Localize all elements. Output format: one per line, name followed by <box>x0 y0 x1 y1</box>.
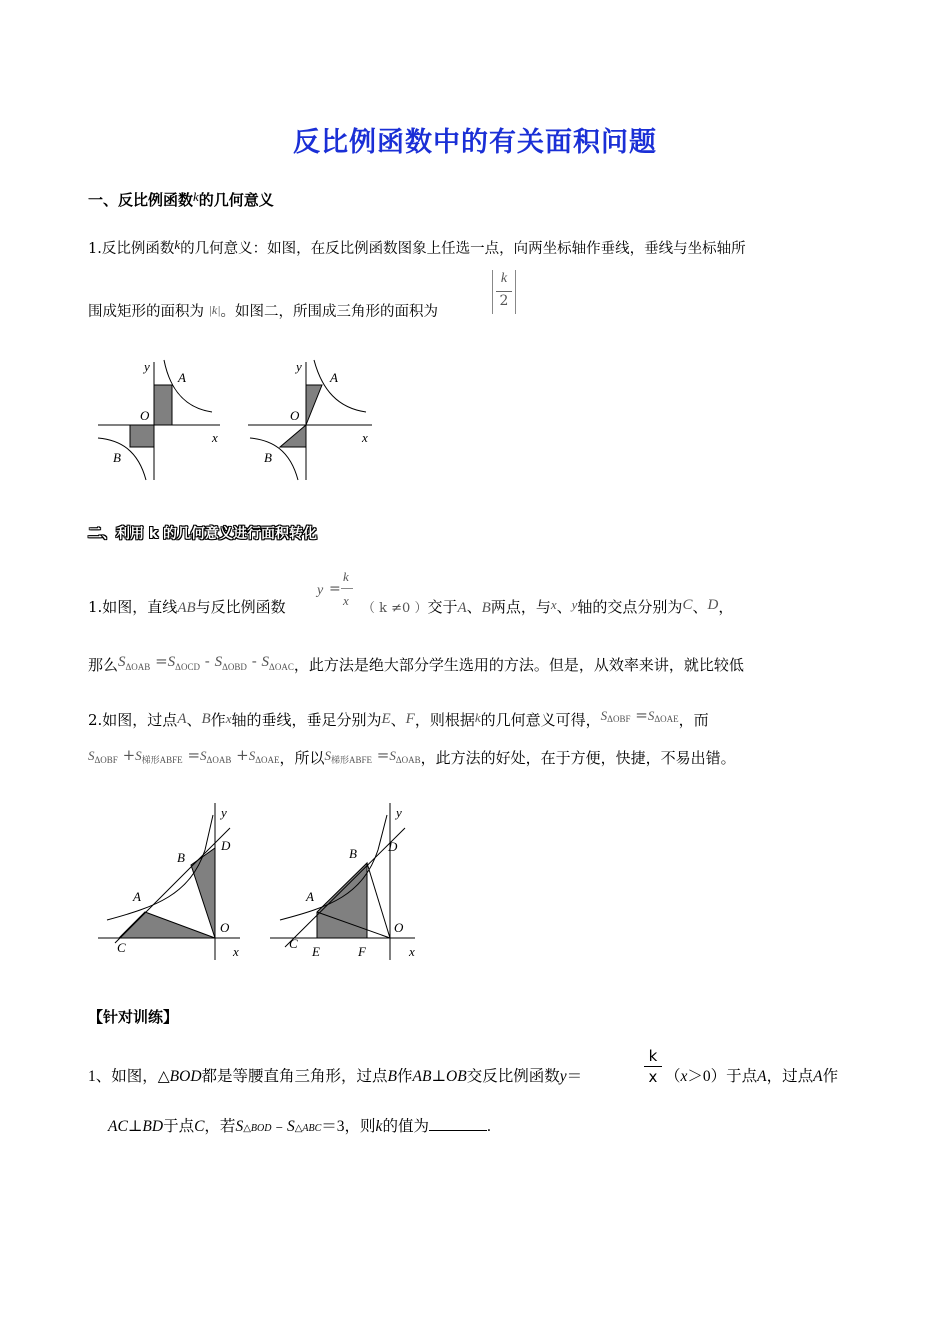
text: ，而 <box>678 711 709 729</box>
eq: = <box>187 746 201 764</box>
section2-p1-line2 <box>88 652 744 675</box>
section2-p2-line1 <box>88 706 709 730</box>
section1-p1-k: k <box>174 237 181 252</box>
hyperbola <box>107 815 213 920</box>
text: 交反比例函数 <box>466 1068 560 1085</box>
sub-OAE: ΔOAE <box>255 755 280 765</box>
sub-OBD: ΔOBD <box>222 662 247 672</box>
S: S <box>167 654 176 670</box>
label-F: F <box>358 944 366 959</box>
frac-bar <box>341 588 353 589</box>
page-title: 反比例函数中的有关面积问题 <box>293 127 657 158</box>
answer-blank[interactable] <box>429 1116 487 1131</box>
S: S <box>118 654 126 670</box>
section1-p1-line2 <box>88 300 438 321</box>
label-y: y <box>221 805 227 820</box>
label-x: x <box>362 430 368 445</box>
B: B <box>201 711 211 727</box>
S: S <box>261 654 270 670</box>
figure-2-left <box>98 803 240 960</box>
frac-bar <box>496 291 512 292</box>
label-O: O <box>220 920 230 935</box>
sub-OAE: ΔOAE <box>654 714 679 724</box>
sub-OAB: ΔOAB <box>206 755 232 765</box>
sub-OBF: ΔOBF <box>94 755 118 765</box>
text: 两点，与 <box>490 598 551 616</box>
text: ， <box>718 598 734 616</box>
section1-p1-text-d: 。如图二，所围成三角形的面积为 <box>220 304 439 320</box>
S: S <box>135 748 142 763</box>
S: S <box>324 748 331 763</box>
text: ＞0）于点 <box>687 1068 758 1085</box>
eq: = <box>155 652 168 670</box>
shaded-tri-b <box>280 425 306 447</box>
figure-1 <box>90 350 390 490</box>
y: y <box>559 1068 567 1085</box>
condition: （ k ≠0 ） <box>362 601 428 616</box>
section1-p1-absk: |k| <box>208 303 221 317</box>
S: S <box>248 748 256 763</box>
practice-q1-line2 <box>108 1114 491 1136</box>
section1-heading-post: 的几何意义 <box>198 191 274 209</box>
E: E <box>381 711 391 727</box>
minus: - <box>204 652 210 670</box>
line-ob <box>367 863 390 938</box>
practice-q1-line1b <box>665 1064 838 1086</box>
eq: = <box>376 746 390 764</box>
text: 交于 <box>427 598 458 616</box>
A: A <box>813 1068 823 1085</box>
label-y: y <box>296 359 302 374</box>
text: ，若 <box>204 1118 236 1135</box>
sub-trapezoid: 梯形ABFE <box>331 755 373 765</box>
text: 1、如图，△ <box>88 1068 170 1085</box>
S: S <box>88 748 95 763</box>
sep: 、 <box>390 711 406 729</box>
frac-den: 2 <box>499 293 509 309</box>
shaded-tri-obd <box>191 848 215 938</box>
label-O: O <box>394 920 404 935</box>
text: 作 <box>397 1068 413 1085</box>
sub-OCD: ΔOCD <box>175 662 200 672</box>
text: ，此方法的好处，在于方便，快捷，不易出错。 <box>420 749 736 767</box>
minus: - <box>251 652 257 670</box>
text: 轴的垂线，垂足分别为 <box>231 711 382 729</box>
frac-num: k <box>500 271 508 286</box>
practice-heading: 【针对训练】 <box>88 1008 179 1026</box>
sub-ABC: △ABC <box>294 1123 322 1134</box>
S: S <box>647 708 655 723</box>
k: k <box>375 1118 383 1135</box>
x: x <box>343 593 349 608</box>
C: C <box>682 597 693 613</box>
text: 的几何意义可得， <box>480 711 601 729</box>
text: . <box>486 1118 491 1135</box>
label-C: C <box>117 940 126 955</box>
k: k <box>343 569 349 584</box>
text: ，此方法是绝大部分学生选用的方法。但是，从效率来讲，就比较低 <box>293 656 744 674</box>
B: B <box>387 1068 398 1085</box>
S: S <box>600 708 608 723</box>
F: F <box>405 711 415 727</box>
sep: 、 <box>556 598 572 616</box>
AB: AB <box>412 1068 432 1085</box>
figure-2-right <box>270 803 415 960</box>
label-D: D <box>221 838 231 853</box>
section1-p1-line1 <box>88 237 746 258</box>
practice-q1-line1 <box>88 1064 582 1086</box>
section2-p1-line1 <box>88 596 286 617</box>
section2-p1-line1b <box>362 596 733 617</box>
text: 2.如图，过点 <box>88 711 178 729</box>
figure-1-left <box>98 359 220 480</box>
section1-heading-pre: 一、反比例函数 <box>88 191 194 209</box>
section1-p1-text-b: 的几何意义：如图，在反比例函数图象上任选一点，向两坐标轴作垂线，垂线与坐标轴所 <box>180 241 746 257</box>
label-C: C <box>289 936 298 951</box>
label-D: D <box>388 839 398 854</box>
text: 与反比例函数 <box>195 598 286 616</box>
frac-bar <box>644 1066 662 1067</box>
label-x: x <box>409 944 415 959</box>
text: 1.如图，直线 <box>88 598 178 616</box>
label-E: E <box>312 944 320 959</box>
sub-OAC: ΔOAC <box>269 662 294 672</box>
text: 的值为 <box>382 1118 429 1135</box>
shaded-tri-a <box>306 385 322 425</box>
practice-frac <box>644 1047 662 1086</box>
frac-den: x <box>648 1068 658 1086</box>
y: y <box>317 583 324 598</box>
text: 都是等腰直角三角形，过点 <box>201 1068 388 1085</box>
text: ＝3，则 <box>321 1118 376 1135</box>
text: 作 <box>822 1068 839 1085</box>
sub-BOD: △BOD <box>243 1123 272 1134</box>
label-A: A <box>330 370 338 385</box>
section1-heading-k: k <box>193 189 199 204</box>
section1-p1-text-a: 1.反比例函数 <box>88 241 175 257</box>
sep: 、 <box>186 711 202 729</box>
x: x <box>680 1068 688 1085</box>
shaded-rect-b <box>130 425 154 447</box>
figure-2 <box>95 795 435 970</box>
S: S <box>200 748 207 763</box>
S: S <box>235 1118 244 1135</box>
sub-OAB: ΔOAB <box>395 755 421 765</box>
D: D <box>707 597 719 613</box>
label-x: x <box>233 944 239 959</box>
label-O: O <box>140 408 150 423</box>
x: x <box>225 711 232 726</box>
sub-OBF: ΔOBF <box>607 714 631 724</box>
section1-heading <box>88 189 274 210</box>
A: A <box>177 711 187 727</box>
text: ，过点 <box>766 1068 814 1085</box>
text: 那么 <box>88 656 119 674</box>
frac-num: k <box>648 1047 658 1065</box>
label-A: A <box>133 889 141 904</box>
sub-trapezoid: 梯形ABFE <box>141 755 183 765</box>
perp: ⊥ <box>127 1118 143 1135</box>
label-x: x <box>212 430 218 445</box>
C: C <box>194 1118 205 1135</box>
y: y <box>571 597 578 612</box>
label-A: A <box>306 889 314 904</box>
text: 于点 <box>163 1118 195 1135</box>
AC: AC <box>108 1118 128 1135</box>
section2-p2-line2 <box>88 746 736 768</box>
label-y: y <box>396 805 402 820</box>
S: S <box>389 748 396 763</box>
label-A: A <box>178 370 186 385</box>
label-B: B <box>177 850 185 865</box>
BD: BD <box>142 1118 164 1135</box>
plus: + <box>236 746 249 764</box>
sep: 、 <box>466 598 482 616</box>
S: S <box>286 1118 295 1135</box>
eq: = <box>635 706 648 724</box>
sub-OAB: ΔOAB <box>125 662 151 672</box>
OB: OB <box>446 1068 467 1085</box>
label-B: B <box>113 450 121 465</box>
sep: 、 <box>692 598 708 616</box>
text: ，则根据 <box>414 711 475 729</box>
section2-heading: 二、利用 k 的几何意义进行面积转化 <box>88 526 318 542</box>
eq: ＝ <box>566 1068 583 1085</box>
plus: + <box>122 746 136 764</box>
A: A <box>757 1068 767 1085</box>
BOD: BOD <box>169 1068 202 1085</box>
x: x <box>550 597 557 612</box>
text: （ <box>665 1068 681 1085</box>
AB: AB <box>177 600 196 616</box>
shaded-rect-a <box>154 385 172 425</box>
section1-p1-text-c: 围成矩形的面积为 <box>88 304 204 320</box>
text: 轴的交点分别为 <box>577 598 683 616</box>
k: k <box>474 710 481 725</box>
minus: ﹣ <box>271 1118 287 1135</box>
label-y: y <box>144 359 150 374</box>
B: B <box>481 600 491 616</box>
label-B: B <box>264 450 272 465</box>
label-O: O <box>290 408 300 423</box>
eq: = <box>329 581 341 597</box>
figure-1-right <box>248 359 372 480</box>
abs-k-over-2 <box>492 270 516 314</box>
perp: ⊥ <box>431 1068 447 1085</box>
label-B: B <box>349 846 357 861</box>
S: S <box>214 654 223 670</box>
text: ，所以 <box>279 749 325 767</box>
A: A <box>457 600 467 616</box>
text: 作 <box>210 711 226 729</box>
